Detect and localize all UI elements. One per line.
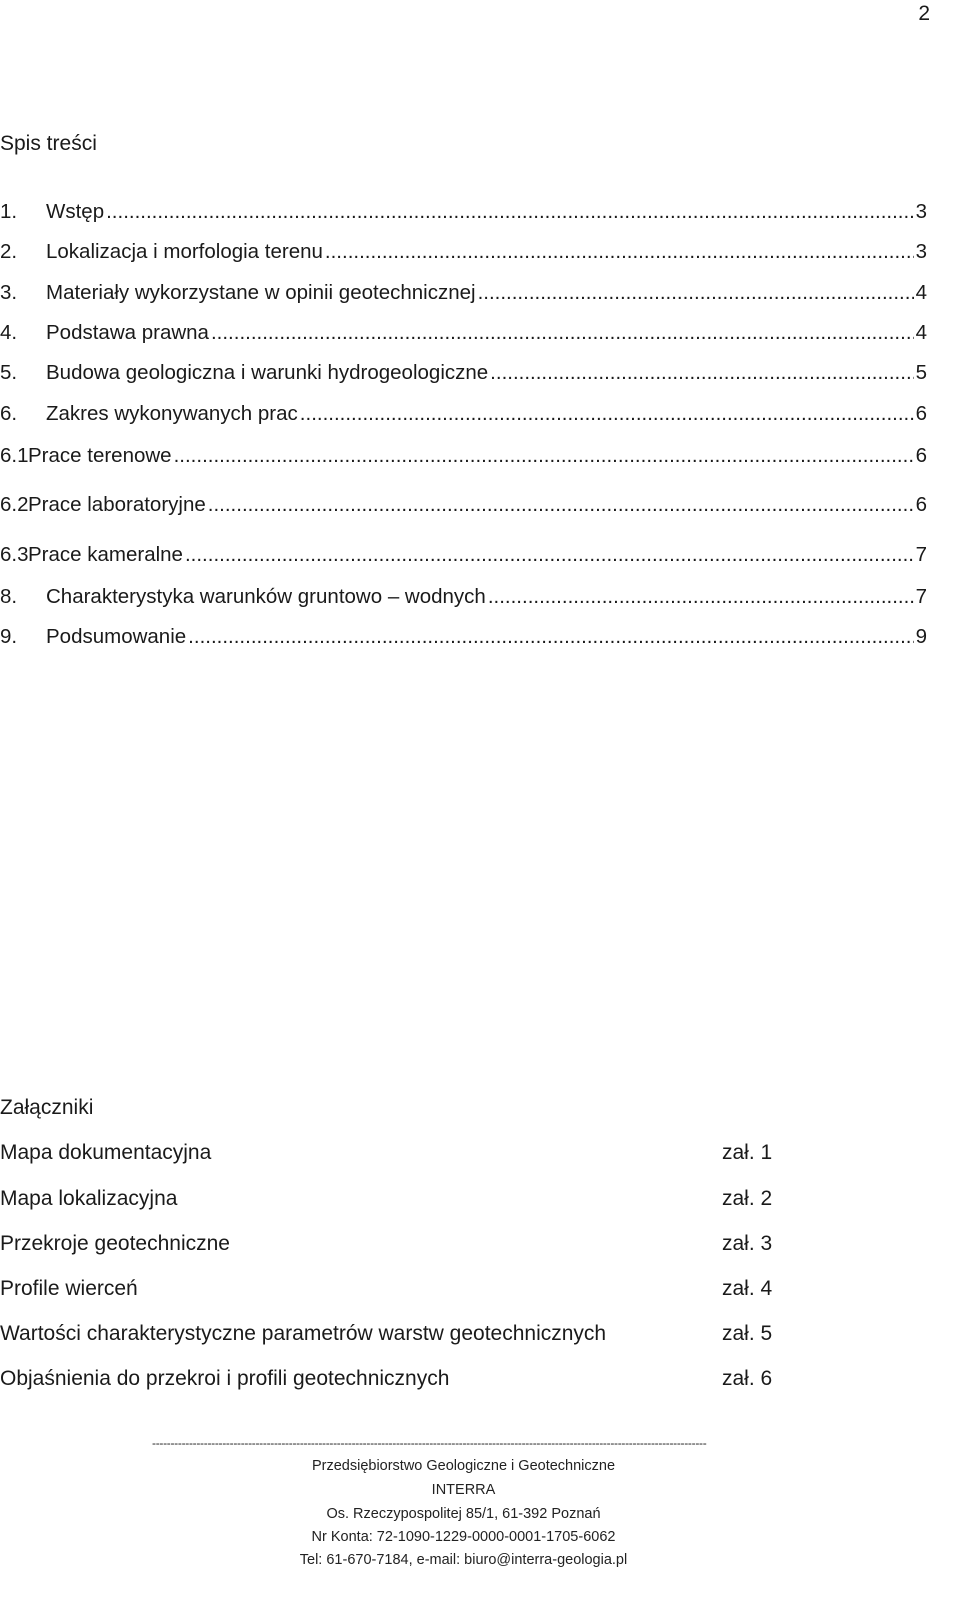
toc-entry-podsumowanie[interactable] [0, 625, 927, 649]
toc-entry-page: 7 [915, 543, 927, 566]
toc-entry-page: 4 [915, 321, 927, 344]
toc-entry-prace-kameralne[interactable] [0, 543, 927, 567]
footer-bank-account: Nr Konta: 72-1090-1229-0000-0001-1705-6062 [311, 1529, 616, 1545]
toc-entry-materialy[interactable] [0, 281, 927, 305]
attachment-name: Profile wierceń [0, 1277, 138, 1300]
toc-entry-number: 2. [0, 240, 18, 263]
attachment-ref: zał. 5 [722, 1322, 773, 1345]
toc-entry-number: 5. [0, 361, 18, 384]
toc-entry-page: 7 [915, 585, 927, 608]
footer-contact: Tel: 61-670-7184, e-mail: biuro@interra-geologia.pl [299, 1552, 628, 1568]
toc-entry-number: 6. [0, 402, 18, 425]
toc-entry-number: 8. [0, 585, 18, 608]
toc-entry-title: Budowa geologiczna i warunki hydrogeologiczne [46, 361, 489, 384]
toc-entry-page: 6 [915, 493, 927, 516]
footer-address: Os. Rzeczypospolitej 85/1, 61-392 Poznań [326, 1506, 601, 1522]
toc-entry-page: 6 [915, 444, 927, 467]
toc-dot-leader [300, 402, 914, 426]
toc-entry-charakterystyka[interactable] [0, 585, 927, 609]
toc-entry-zakres-prac[interactable] [0, 402, 927, 426]
toc-entry-title: Wstęp [46, 200, 105, 223]
toc-entry-page: 3 [915, 200, 927, 223]
page-number: 2 [918, 2, 930, 25]
toc-entry-number: 9. [0, 625, 18, 648]
toc-dot-leader [185, 543, 914, 567]
attachment-ref: zał. 1 [722, 1141, 773, 1164]
toc-dot-leader [490, 361, 913, 385]
toc-entry-title: Prace laboratoryjne [28, 493, 206, 516]
toc-entry-number: 6.1 [0, 444, 29, 467]
toc-dot-leader [188, 625, 913, 649]
table-of-contents [0, 0, 960, 700]
toc-entry-number: 6.3 [0, 543, 29, 566]
attachment-ref: zał. 4 [722, 1277, 773, 1300]
toc-title: Spis treści [0, 132, 97, 155]
toc-dot-leader [211, 321, 914, 345]
toc-entry-number: 6.2 [0, 493, 29, 516]
toc-entry-page: 5 [915, 361, 927, 384]
toc-entry-page: 9 [915, 625, 927, 648]
toc-entry-title: Lokalizacja i morfologia terenu [46, 240, 323, 263]
toc-entry-page: 3 [915, 240, 927, 263]
toc-entry-budowa-geologiczna[interactable] [0, 361, 927, 385]
toc-entry-title: Podsumowanie [46, 625, 187, 648]
toc-entry-title: Zakres wykonywanych prac [46, 402, 298, 425]
attachment-name: Mapa dokumentacyjna [0, 1141, 212, 1164]
attachment-name: Objaśnienia do przekroi i profili geotechnicznych [0, 1367, 450, 1390]
toc-entry-prace-terenowe[interactable] [0, 444, 927, 468]
attachments-title: Załączniki [0, 1096, 94, 1119]
footer-separator: ------------------------------------------------------------------------------------------------------------------------------------------------------ [152, 1436, 707, 1450]
toc-dot-leader [325, 240, 914, 264]
toc-dot-leader [478, 281, 914, 305]
toc-entry-lokalizacja[interactable] [0, 240, 927, 264]
toc-dot-leader [174, 444, 914, 468]
toc-entry-page: 4 [915, 281, 927, 304]
attachment-ref: zał. 3 [722, 1232, 773, 1255]
toc-dot-leader [208, 493, 914, 517]
toc-dot-leader [488, 585, 914, 609]
attachment-ref: zał. 2 [722, 1187, 773, 1210]
toc-entry-title: Charakterystyka warunków gruntowo – wodnych [46, 585, 486, 608]
toc-entry-title: Materiały wykorzystane w opinii geotechnicznej [46, 281, 476, 304]
attachment-name: Mapa lokalizacyjna [0, 1187, 178, 1210]
toc-entry-title: Prace kameralne [28, 543, 183, 566]
toc-entry-number: 3. [0, 281, 18, 304]
attachment-name: Wartości charakterystyczne parametrów warstw geotechnicznych [0, 1322, 607, 1345]
toc-entry-wstep[interactable] [0, 200, 927, 224]
toc-dot-leader [106, 200, 913, 224]
toc-entry-podstawa-prawna[interactable] [0, 321, 927, 345]
footer-company-brand: INTERRA [431, 1482, 496, 1498]
toc-entry-prace-laboratoryjne[interactable] [0, 493, 927, 517]
footer-company-name: Przedsiębiorstwo Geologiczne i Geotechniczne [311, 1458, 616, 1474]
toc-entry-number: 4. [0, 321, 18, 344]
attachment-ref: zał. 6 [722, 1367, 773, 1390]
toc-entry-title: Prace terenowe [28, 444, 172, 467]
toc-entry-title: Podstawa prawna [46, 321, 209, 344]
attachment-name: Przekroje geotechniczne [0, 1232, 230, 1255]
toc-entry-number: 1. [0, 200, 18, 223]
toc-entry-page: 6 [915, 402, 927, 425]
